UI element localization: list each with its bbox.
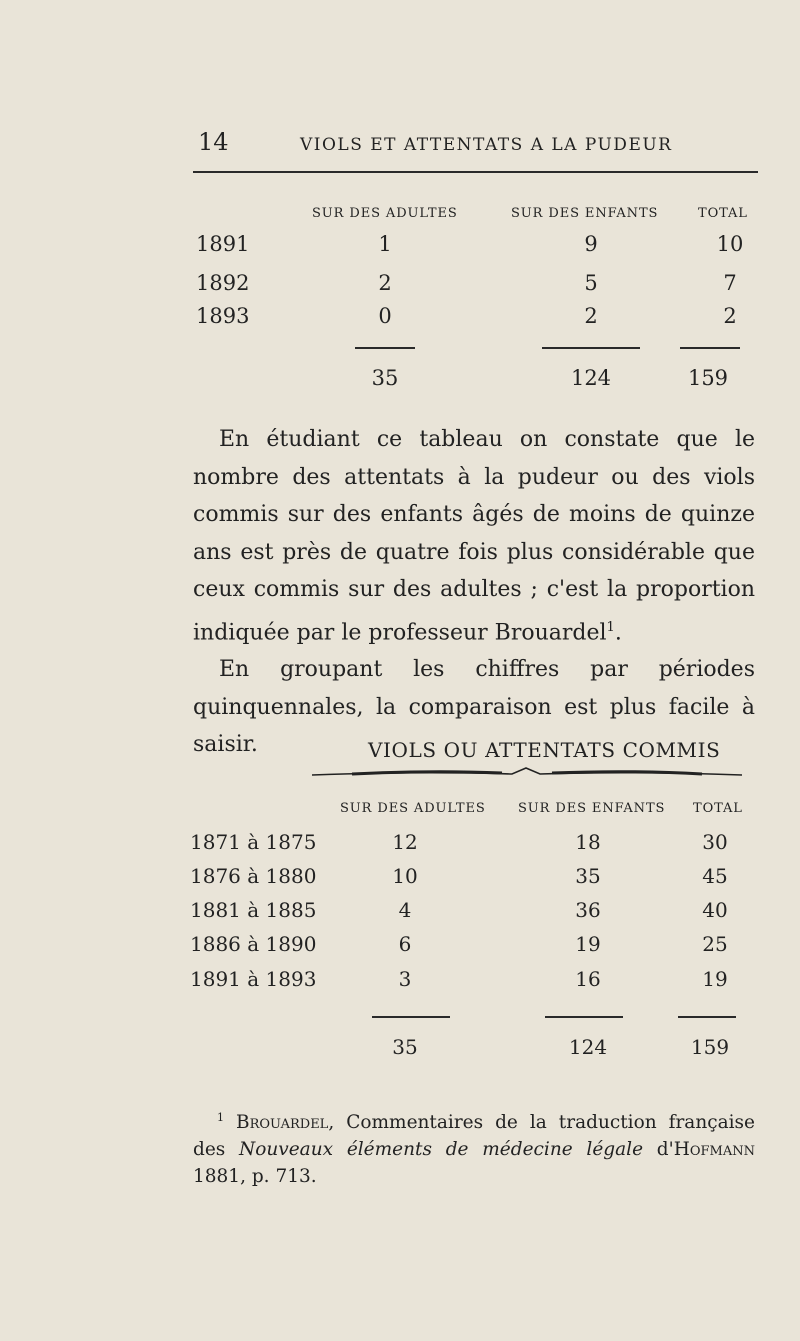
footnote-work-title: Nouveaux éléments de médecine légale [239, 1139, 644, 1161]
paragraph-1-text: En étudiant ce tableau on constate que le nombre des attentats à la pudeur ou des viols commis sur des enfants âgés de moins de quinze ans est près de quatre fois plus considérable que ceux commis sur des adultes ; c'est la proportion indiquée par le professeur Brouardel [193, 427, 755, 645]
body-text [193, 421, 755, 764]
table-cell-children: 19 [575, 932, 601, 956]
table-cell-total: 10 [716, 232, 744, 256]
table-cell-total: 19 [702, 967, 728, 991]
table-cell-adults: 10 [392, 864, 418, 888]
table-total-children: 124 [568, 1035, 608, 1059]
table-cell-adults: 12 [392, 830, 418, 854]
table-total-total: 159 [687, 366, 729, 390]
footnote-text-a: , Commentaires de la traduction française des [193, 1112, 755, 1161]
table-row-year: 1893 [196, 304, 250, 328]
running-title: VIOLS ET ATTENTATS A LA PUDEUR [300, 135, 673, 155]
paragraph-1-end: . [614, 619, 622, 645]
sum-rule-adults [372, 1016, 450, 1018]
sum-rule-total [678, 1016, 736, 1018]
table-cell-total: 30 [702, 830, 728, 854]
table-cell-adults: 6 [398, 932, 412, 956]
table-total-children: 124 [570, 366, 612, 390]
page-number: 14 [198, 128, 229, 156]
table-row-period: 1886 à 1890 [190, 932, 317, 956]
table-cell-children: 36 [575, 898, 601, 922]
table-cell-total: 40 [702, 898, 728, 922]
column-header-children: SUR DES ENFANTS [518, 801, 666, 816]
column-header-total: TOTAL [698, 206, 748, 221]
table-row-year: 1891 [196, 232, 250, 256]
footnote-text-c: 1881, p. 713. [193, 1166, 317, 1188]
table-cell-children: 35 [575, 864, 601, 888]
table-row-period: 1876 à 1880 [190, 864, 317, 888]
footnote [193, 1104, 755, 1190]
table-cell-children: 16 [575, 967, 601, 991]
table-cell-children: 5 [584, 271, 598, 295]
column-header-children: SUR DES ENFANTS [511, 206, 659, 221]
table-total-total: 159 [690, 1035, 730, 1059]
table-row-year: 1892 [196, 271, 250, 295]
table-2-title: VIOLS OU ATTENTATS COMMIS [368, 738, 721, 762]
footnote-author-2: Hofmann [673, 1139, 755, 1161]
footnote-author: Brouardel [236, 1112, 329, 1134]
sum-rule-adults [355, 347, 415, 349]
table-total-adults: 35 [392, 1035, 418, 1059]
ornamental-divider [312, 766, 742, 780]
table-cell-total: 45 [702, 864, 728, 888]
table-cell-children: 9 [584, 232, 598, 256]
paragraph-2: En groupant les chiffres par périodes quinquennales, la comparaison est plus facile à saisir. [193, 657, 755, 758]
footnote-text-b: d' [643, 1139, 674, 1161]
header-rule [193, 171, 758, 173]
column-header-adults: SUR DES ADULTES [312, 206, 458, 221]
footnote-marker: 1 [217, 1111, 224, 1124]
table-cell-adults: 3 [398, 967, 412, 991]
table-cell-adults: 0 [378, 304, 392, 328]
table-cell-children: 2 [584, 304, 598, 328]
column-header-total: TOTAL [693, 801, 743, 816]
table-cell-children: 18 [575, 830, 601, 854]
paragraph-1 [193, 421, 755, 651]
table-cell-adults: 4 [398, 898, 412, 922]
sum-rule-children [545, 1016, 623, 1018]
table-cell-adults: 2 [378, 271, 392, 295]
table-cell-total: 2 [723, 304, 737, 328]
sum-rule-children [542, 347, 640, 349]
table-row-period: 1871 à 1875 [190, 830, 317, 854]
footnote-reference: 1 [606, 619, 615, 635]
table-row-period: 1881 à 1885 [190, 898, 317, 922]
column-header-adults: SUR DES ADULTES [340, 801, 486, 816]
table-row-period: 1891 à 1893 [190, 967, 317, 991]
table-cell-adults: 1 [378, 232, 392, 256]
table-total-adults: 35 [371, 366, 399, 390]
table-cell-total: 25 [702, 932, 728, 956]
sum-rule-total [680, 347, 740, 349]
table-cell-total: 7 [723, 271, 737, 295]
